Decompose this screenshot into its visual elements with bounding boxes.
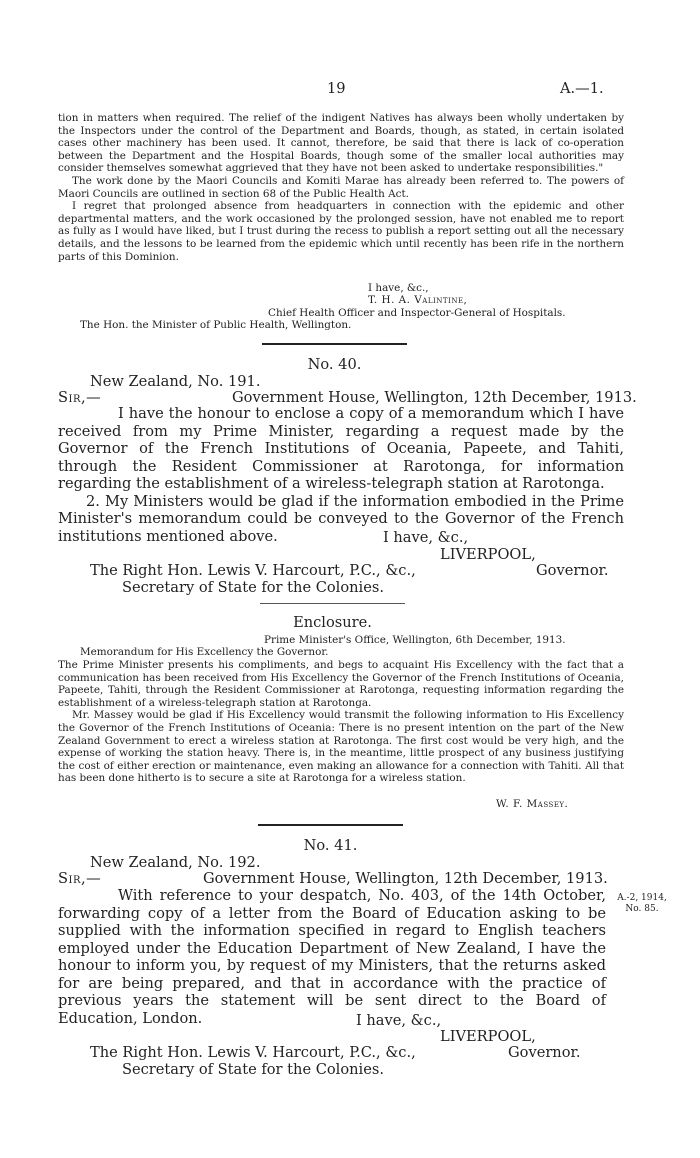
salutation: Sir,— [58,870,102,887]
despatch-body [58,887,606,1027]
despatch-paragraph: With reference to your despatch, No. 403, of the 14th October, forwarding copy of a letter from the Board of Education asking to be supplied with the information specified in regard to English teachers employed under the Education Department of New Zealand, I have the honour to inform you, by request of my Ministers, that the returns asked for are being prepared, and that in accordance with the practice of previous years the statement will be sent direct to the Board of Education, London. [58,887,606,1027]
signer-title: Governor. [508,1044,581,1061]
enclosure-paragraph: The Prime Minister presents his compliments, and begs to acquaint His Excellency with the fact that a communication has been received from His Excellency the Governor of the French Institutions of Oceania, Papeete, Tahiti, through the Resident Commissioner at Rarotonga, requesting information regarding the establishment of a wireless-telegraph station at Rarotonga. [58,659,624,709]
section-rule [262,343,407,345]
report-addressee: The Hon. the Minister of Public Health, Wellington. [80,319,352,331]
despatch-number: No. 41. [303,837,358,854]
memo-line: Memorandum for His Excellency the Governor. [80,646,329,658]
dateline: Government House, Wellington, 12th December, 1913. [203,870,608,887]
report-paragraph: I regret that prolonged absence from headquarters in connection with the epidemic and other departmental matters, and the work occasioned by the prolonged session, have not enabled me to report as fully as I would have liked, but I trust during the recess to publish a report setting out all the necessary details, and the lessons to be learned from the epidemic which until recently has been rife in the northern parts of this Dominion. [58,200,624,263]
despatch-paragraph: 2. My Ministers would be glad if the information embodied in the Prime Minister's memorandum could be conveyed to the Governor of the French institutions mentioned above. [58,492,624,545]
report-signatory: T. H. A. Valintine, [368,294,468,306]
signer: LIVERPOOL, [440,546,536,563]
report-body [58,112,624,263]
despatch-paragraph: I have the honour to enclose a copy of a memorandum which I have received from my Prime Minister, regarding a request made by the Governor of the French Institutions of Oceania, Papeete, and Tahiti, through the Resident Commissioner at Rarotonga, for information regarding the establishment of a wireless-telegraph station at Rarotonga. [58,405,624,492]
despatch-reference: New Zealand, No. 192. [90,854,261,871]
section-rule [260,603,405,604]
dateline: Government House, Wellington, 12th December, 1913. [232,389,637,406]
salutation: Sir,— [58,389,102,406]
margin-note-line: A.-2, 1914, [617,893,667,903]
despatch-body [58,405,624,545]
enclosure-paragraph: Mr. Massey would be glad if His Excellency would transmit the following information to His Excellency the Governor of the French Institutions of Oceania: There is no present intention on the part of the New Zealand Government to erect a wireless station at Rarotonga. The first cost would be very high, and the expense of working the station heavy. There is, in the meantime, little prospect of any business justifying the cost of either erection or maintenance, even making an allowance for a connection with Tahiti. All that has been done hitherto is to secure a site at Rarotonga for a wireless station. [58,709,624,785]
section-rule [258,824,403,826]
addressee-line: Secretary of State for the Colonies. [122,1061,384,1078]
enclosure-signer: W. F. Massey. [496,798,569,810]
enclosure-office-line: Prime Minister's Office, Wellington, 6th December, 1913. [264,634,566,646]
report-paragraph: tion in matters when required. The relief of the indigent Natives has always been wholly undertaken by the Inspectors under the control of the Department and Boards, though, as stated, in certain isolated cases other machinery has been used. It cannot, therefore, be said that there is lack of co-operation between the Department and the Hospital Boards, though some of the smaller local authorities may consider themselves somewhat aggrieved that they have not been asked to undertake responsibilities." [58,112,624,175]
report-closing: I have, &c., [368,282,429,294]
enclosure-heading: Enclosure. [293,614,372,631]
report-paragraph: The work done by the Maori Councils and Komiti Marae has already been referred to. The powers of Maori Councils are outlined in section 68 of the Public Health Act. [58,174,624,200]
report-signatory-title: Chief Health Officer and Inspector-General of Hospitals. [268,307,566,319]
despatch-closing: I have, &c., [356,1012,442,1029]
margin-note-line: No. 85. [625,904,659,914]
addressee-line: Secretary of State for the Colonies. [122,579,384,596]
despatch-closing: I have, &c., [383,529,469,546]
signer: LIVERPOOL, [440,1028,536,1045]
addressee-line: The Right Hon. Lewis V. Harcourt, P.C., &c., [90,562,416,579]
margin-note [610,893,674,915]
page-number: 19 [327,80,346,97]
addressee-line: The Right Hon. Lewis V. Harcourt, P.C., &c., [90,1044,416,1061]
document-reference: A.—1. [560,80,604,97]
despatch-reference: New Zealand, No. 191. [90,373,261,390]
signer-title: Governor. [536,562,609,579]
enclosure-body [58,659,624,785]
despatch-number: No. 40. [307,356,362,373]
